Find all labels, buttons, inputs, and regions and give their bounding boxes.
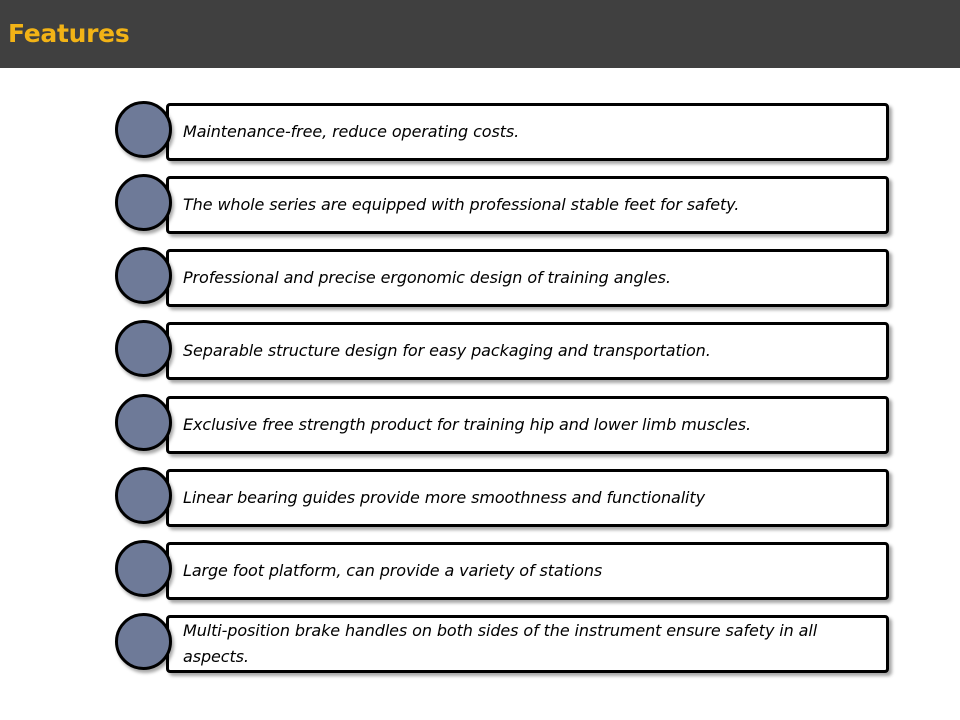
- feature-item: [114, 467, 894, 529]
- bullet-circle-icon: [115, 540, 172, 597]
- bullet-circle-icon: [115, 174, 172, 231]
- feature-text: Maintenance-free, reduce operating costs.: [183, 122, 520, 141]
- feature-text: The whole series are equipped with professional stable feet for safety.: [183, 195, 740, 214]
- bullet-circle-icon: [115, 101, 172, 158]
- bullet-circle-icon: [115, 247, 172, 304]
- feature-item: [114, 320, 894, 382]
- feature-box: [166, 615, 889, 673]
- feature-text: Multi-position brake handles on both sides of the instrument ensure safety in all aspects.: [183, 621, 818, 666]
- feature-item: [114, 101, 894, 163]
- bullet-circle-icon: [115, 613, 172, 670]
- bullet-circle-icon: [115, 394, 172, 451]
- feature-text: Linear bearing guides provide more smoothness and functionality: [183, 488, 705, 507]
- feature-box: [166, 469, 889, 527]
- page-title: Features: [8, 19, 130, 48]
- feature-text: Professional and precise ergonomic design of training angles.: [183, 268, 671, 287]
- feature-box: [166, 249, 889, 307]
- feature-text: Exclusive free strength product for training hip and lower limb muscles.: [183, 415, 752, 434]
- feature-item: [114, 247, 894, 309]
- feature-item: [114, 613, 894, 675]
- feature-box: [166, 322, 889, 380]
- feature-box: [166, 103, 889, 161]
- bullet-circle-icon: [115, 320, 172, 377]
- feature-box: [166, 542, 889, 600]
- feature-item: [114, 540, 894, 602]
- bullet-circle-icon: [115, 467, 172, 524]
- feature-text: Large foot platform, can provide a variety of stations: [183, 561, 603, 580]
- feature-text: Separable structure design for easy packaging and transportation.: [183, 341, 711, 360]
- feature-item: [114, 394, 894, 456]
- feature-box: [166, 396, 889, 454]
- feature-item: [114, 174, 894, 236]
- feature-box: [166, 176, 889, 234]
